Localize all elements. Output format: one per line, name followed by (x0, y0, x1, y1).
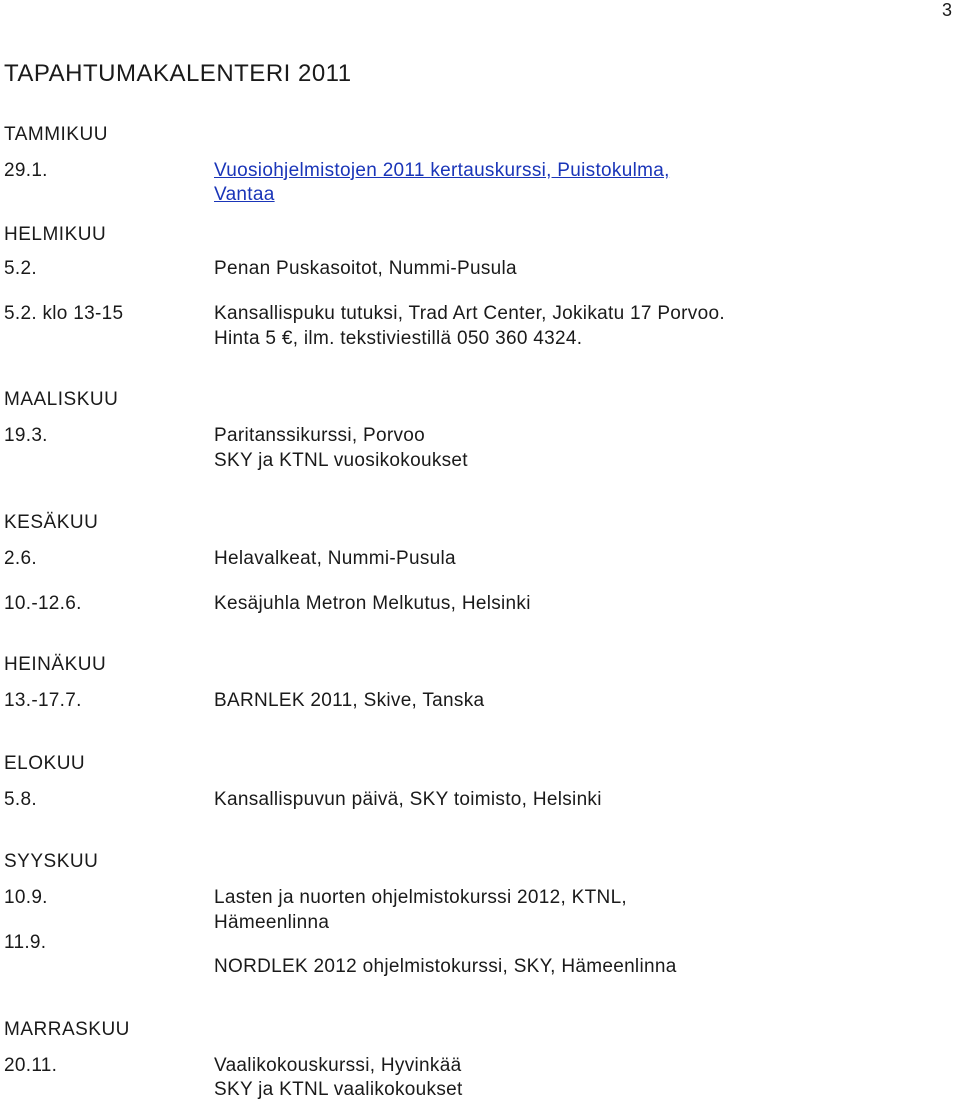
month-heading-syyskuu: SYYSKUU (4, 851, 99, 872)
event-date: 20.11. (4, 1055, 58, 1076)
event-description: Helavalkeat, Nummi-Pusula (214, 548, 456, 569)
event-description: Kansallispuvun päivä, SKY toimisto, Helsinki (214, 789, 602, 810)
event-date: 2.6. (4, 548, 37, 569)
event-link[interactable]: Vuosiohjelmistojen 2011 kertauskurssi, Puistokulma, (214, 160, 670, 181)
month-heading-marraskuu: MARRASKUU (4, 1019, 130, 1040)
month-heading-elokuu: ELOKUU (4, 753, 86, 774)
event-description-continued: Hinta 5 €, ilm. tekstiviestillä 050 360 4324. (214, 328, 583, 349)
event-description-continued: Hämeenlinna (214, 912, 330, 933)
event-date: 5.8. (4, 789, 37, 810)
event-date: 5.2. (4, 258, 37, 279)
event-description: BARNLEK 2011, Skive, Tanska (214, 690, 485, 711)
event-date: 10.9. (4, 887, 48, 908)
event-date: 29.1. (4, 160, 48, 181)
month-heading-helmikuu: HELMIKUU (4, 224, 107, 245)
event-date: 13.-17.7. (4, 690, 82, 711)
month-heading-kesakuu: KESÄKUU (4, 512, 99, 533)
event-description: Penan Puskasoitot, Nummi-Pusula (214, 258, 517, 279)
event-description: Vaalikokouskurssi, Hyvinkää (214, 1055, 462, 1076)
event-description-continued: SKY ja KTNL vuosikokoukset (214, 450, 468, 471)
event-description: Kansallispuku tutuksi, Trad Art Center, Jokikatu 17 Porvoo. (214, 303, 725, 324)
event-description-continued: SKY ja KTNL vaalikokoukset (214, 1079, 463, 1100)
event-description: Lasten ja nuorten ohjelmistokurssi 2012, KTNL, (214, 887, 628, 908)
event-date: 19.3. (4, 425, 48, 446)
event-date: 11.9. (4, 932, 47, 953)
event-date: 10.-12.6. (4, 593, 82, 614)
event-link-continued[interactable]: Vantaa (214, 184, 275, 205)
page-title: TAPAHTUMAKALENTERI 2011 (4, 60, 352, 87)
event-date: 5.2. klo 13-15 (4, 303, 124, 324)
month-heading-tammikuu: TAMMIKUU (4, 124, 108, 145)
month-heading-maaliskuu: MAALISKUU (4, 389, 119, 410)
event-description: Kesäjuhla Metron Melkutus, Helsinki (214, 593, 531, 614)
event-description: Paritanssikurssi, Porvoo (214, 425, 425, 446)
page-number: 3 (941, 0, 952, 20)
month-heading-heinakuu: HEINÄKUU (4, 654, 107, 675)
event-description: NORDLEK 2012 ohjelmistokurssi, SKY, Hämeenlinna (214, 956, 677, 977)
